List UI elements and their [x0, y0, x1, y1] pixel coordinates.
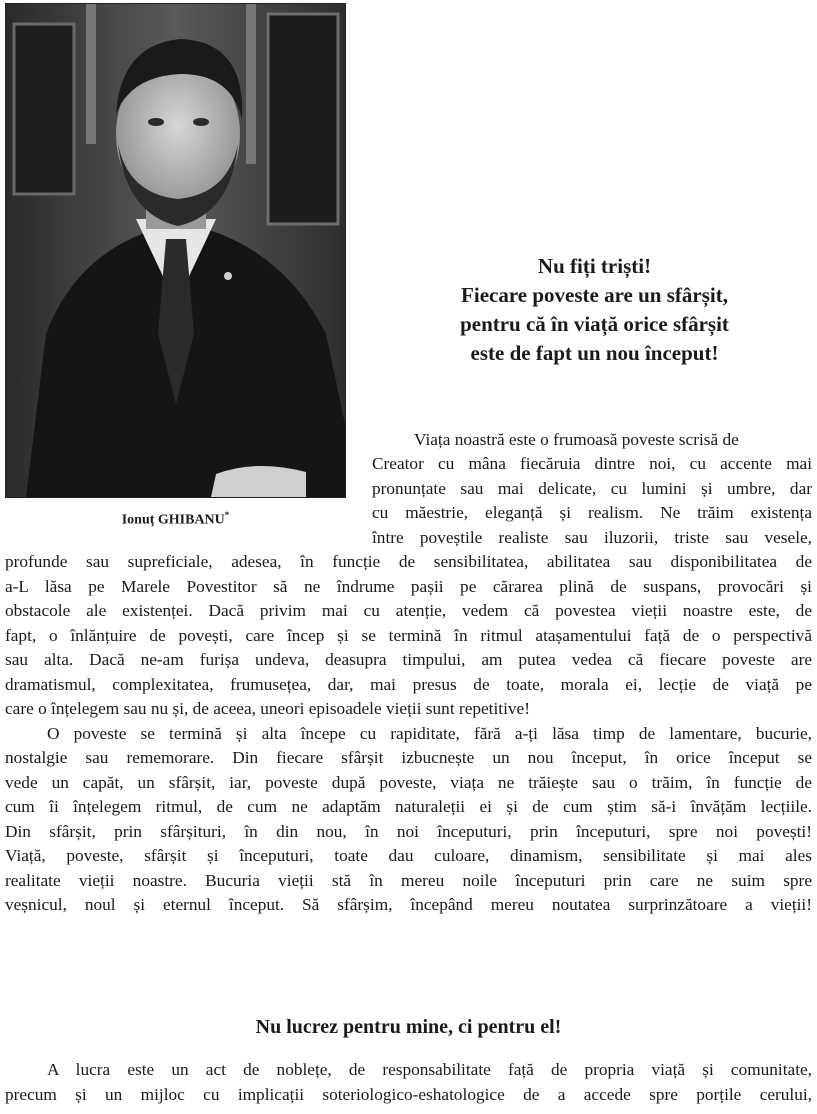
text-line: fapt, o înlănțuire de povești, care încep și se termină în ritmul atașamentului față de o perspectivă — [5, 626, 812, 645]
tagline — [372, 252, 817, 368]
author-portrait-photo — [5, 3, 346, 498]
text-line: O poveste se termină și alta începe cu rapiditate, fără a-ți lăsa timp de lamentare, bucurie, — [47, 724, 812, 743]
section-heading: Nu lucrez pentru mine, ci pentru el! — [255, 1016, 562, 1038]
tagline-line: este de fapt un nou început! — [470, 341, 719, 365]
text-line: a-L lăsa pe Marele Povestitor să ne îndrume pașii pe cărarea plină de suspans, provocări și — [5, 577, 812, 596]
text-line: pronunțate sau mai delicate, cu lumini și umbre, dar — [372, 479, 812, 498]
text-line: Viața noastră este o frumoasă poveste scrisă de — [414, 430, 739, 449]
tagline-line: pentru că în viață orice sfârșit — [460, 312, 729, 336]
author-name: Ionuț GHIBANU* — [121, 510, 230, 528]
text-line: Viață, poveste, sfârșit și începuturi, toate dau culoare, dinamism, sensibilitate și mai ales — [5, 846, 812, 865]
text-line: Creator cu mâna fiecăruia dintre noi, cu accente mai — [372, 454, 812, 473]
text-line: între poveștile realiste sau iluzorii, triste sau vesele, — [372, 528, 812, 547]
footnote-mark: * — [224, 510, 230, 520]
tagline-line: Fiecare poveste are un sfârșit, — [461, 283, 728, 307]
text-line: cu măestrie, eleganță și realism. Ne trăim existența — [372, 503, 812, 522]
text-line: care o înțelegem sau nu și, de aceea, uneori episoadele vieții sunt repetitive! — [5, 699, 530, 718]
text-line: dramatismul, complexitatea, frumusețea, dar, mai presus de toate, morala ei, lecție de viață pe — [5, 675, 812, 694]
text-line: realitate vieții noastre. Bucuria vieții stă în mereu noile începuturi prin care ne suim spre — [5, 871, 812, 890]
text-line: vede un capăt, un sfârșit, iar, poveste după poveste, viața ne trăiește sau o trăim, în funcție de — [5, 773, 812, 792]
text-line: cum îi înțelegem ritmul, de cum ne adaptăm naturaleții ei și de cum știm să-i învățăm lecțiile. — [5, 797, 812, 816]
text-line: profunde sau supreficiale, adesea, în funcție de sensibilitatea, abilitatea sau disponibilitatea de — [5, 552, 812, 571]
text-line: Din sfârșit, prin sfârșituri, în din nou, în noi începuturi, prin începuturi, spre noi povești! — [5, 822, 812, 841]
tagline-line: Nu fiți triști! — [537, 254, 652, 278]
text-line: precum și un mijloc cu implicații soteriologico-eshatologice de a accede spre porțile cerului, — [5, 1085, 812, 1104]
text-line: nostalgie sau rememorare. Din fiecare sfârșit izbucnește un nou început, în orice început se — [5, 748, 812, 767]
text-line: veșnicul, noul și eternul început. Să sfârșim, începând mereu noutatea surprinzătoare a vieții! — [5, 895, 812, 914]
text-line: obstacole ale existenței. Dacă privim mai cu atenție, vedem că povestea vieții noastre este, de — [5, 601, 812, 620]
text-line: A lucra este un act de noblețe, de responsabilitate față de propria viață și comunitate, — [47, 1060, 812, 1079]
text-line: sau alta. Dacă ne-am furișa undeva, deasupra timpului, am putea vedea că fiecare poveste are — [5, 650, 812, 669]
